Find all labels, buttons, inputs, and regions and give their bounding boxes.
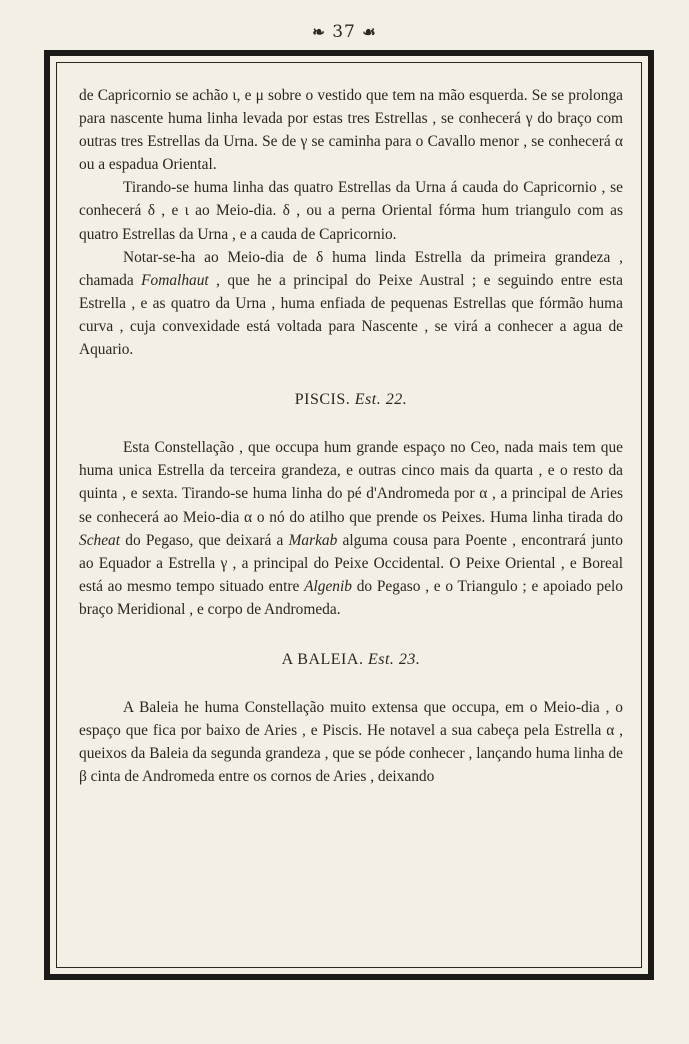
paragraph-capricornio-end: de Capricornio se achão ι, e μ sobre o vestido que tem na mão esquerda. Se se prolonga para nascente huma linha levada por estas tres Estrellas , se conhecerá γ do braço com outras tres Estrellas da Urna. Se de γ se caminha para o Cavallo menor , se conhecerá α ou a espadua Oriental. <box>79 87 623 174</box>
paragraph-piscis <box>79 436 623 621</box>
page-header <box>0 22 689 42</box>
text-run: alguma cousa para Poente , encontrará junto ao Equador a Estrella γ , a principal do Peixe Occidental. O Peixe Oriental , e Boreal está ao mesmo tempo situado entre <box>79 531 623 595</box>
star-name-algenib: Algenib <box>304 577 352 595</box>
text-run: do Pegaso, que deixará a <box>120 531 289 549</box>
star-name-markab: Markab <box>288 531 338 549</box>
text-run: Notar-se-ha ao Meio-dia de δ huma linda Estrella da primeira grandeza , chamada <box>79 248 623 289</box>
section-heading-piscis <box>79 388 623 411</box>
text-body <box>79 84 623 788</box>
ornament-left-icon: ❧ <box>312 23 326 41</box>
heading-plate: Est. 23. <box>367 650 421 668</box>
text-run: Esta Constellação , que occupa hum grande espaço no Ceo, nada mais tem que huma unica Estrella da terceira grandeza, e outras cinco mais da quarta , e o resto da quinta , e sexta. Tirando-se huma linha do pé d'Andromeda por α , a principal de Aries se conhecerá ao Meio-dia α o nó do atilho que prende os Peixes. Huma linha tirada do <box>79 439 623 526</box>
paragraph-baleia: A Baleia he huma Constellação muito extensa que occupa, em o Meio-dia , o espaço que fica por baixo de Aries , e Piscis. He notavel a sua cabeça pela Estrella α , queixos da Baleia da segunda grandeza , que se póde conhecer , lançando huma linha de β cinta de Andromeda entre os cornos de Aries , deixando <box>79 699 623 786</box>
heading-title: A BALEIA. <box>281 650 364 668</box>
heading-plate: Est. 22. <box>354 391 408 409</box>
text-run: do Pegaso , e o Triangulo ; e apoiado pelo braço Meridional , e corpo de Andromeda. <box>79 577 624 618</box>
paragraph-fomalhaut <box>79 246 623 361</box>
section-heading-baleia <box>79 648 623 671</box>
paragraph-urna: Tirando-se huma linha das quatro Estrellas da Urna á cauda do Capricornio , se conhecerá δ , e ι ao Meio-dia. δ , ou a perna Oriental fórma hum triangulo com as quatro Estrellas da Urna , e a cauda de Capricornio. <box>79 179 623 243</box>
text-run: , que he a principal do Peixe Austral ; e seguindo entre esta Estrella , e as quatro da Urna , huma enfiada de pequenas Estrellas que fórmão huma curva , cuja convexidade está voltada para Nascente , se virá a conhecer a agua de Aquario. <box>79 271 623 359</box>
star-name-scheat: Scheat <box>79 531 121 549</box>
ornament-right-icon: ☙ <box>362 23 377 41</box>
star-name-fomalhaut: Fomalhaut <box>141 271 209 289</box>
page-number: 37 <box>332 22 356 42</box>
heading-title: PISCIS. <box>294 391 351 409</box>
